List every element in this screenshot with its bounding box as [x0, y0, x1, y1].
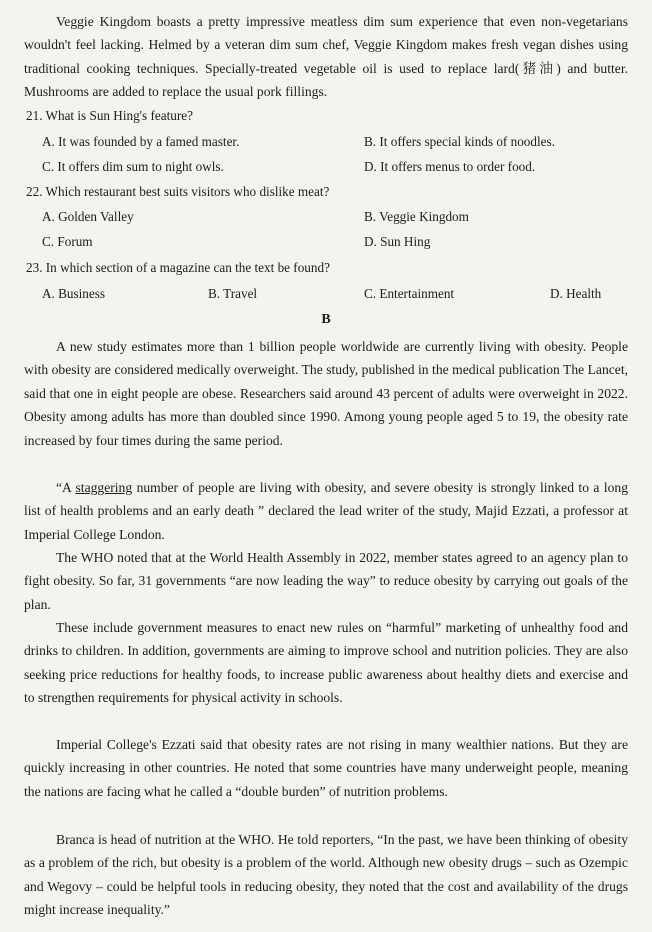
passage-b-paragraph-5: Imperial College's Ezzati said that obesity rates are not rising in many wealthier nations. But they are quickly increasing in other countries. He noted that some countries have many underweight people, meaning the nations are facing what he called a “double burden” of nutrition problems. — [24, 737, 628, 799]
question-23-option-c[interactable]: C. Entertainment — [364, 286, 455, 301]
passage-b-paragraph-2 — [24, 476, 628, 546]
passage-b-paragraph-4: These include government measures to enact new rules on “harmful” marketing of unhealthy food and drinks to children. In addition, governments are aiming to improve school and nutrition policies. They are also seeking price reductions for healthy foods, to increase public awareness about healthy diets and exercise and to strengthen requirements for physical activity in schools. — [24, 620, 628, 706]
quote-open: “A — [56, 480, 76, 495]
passage-b-paragraph-6: Branca is head of nutrition at the WHO. He told reporters, “In the past, we have been thinking of obesity as a problem of the rich, but obesity is a problem of the world. Although new obesity drugs – such as Ozempic and Wegovy – could be helpful tools in reducing obesity, they noted that the cost and availability of the drugs might increase inequality.” — [24, 832, 628, 918]
question-21-stem: 21. What is Sun Hing's feature? — [26, 108, 193, 123]
question-22-option-b[interactable]: B. Veggie Kingdom — [364, 209, 469, 224]
question-22-stem: 22. Which restaurant best suits visitors who dislike meat? — [26, 184, 330, 199]
question-22-option-c[interactable]: C. Forum — [42, 234, 93, 249]
question-23-option-b[interactable]: B. Travel — [208, 286, 258, 301]
question-23-option-a[interactable]: A. Business — [42, 286, 106, 301]
passage-b-paragraph-3: The WHO noted that at the World Health Assembly in 2022, member states agreed to an agency plan to fight obesity. So far, 31 governments “are now leading the way” to reduce obesity by carrying out goals of the plan. — [24, 550, 628, 612]
question-22-option-d[interactable]: D. Sun Hing — [364, 234, 431, 249]
passage-b-paragraph-1: A new study estimates more than 1 billion people worldwide are currently living with obesity. People with obesity are considered medically overweight. The study, published in the medical publication The Lancet, said that one in eight people are obese. Researchers said around 43 percent of adults were overweight in 2022. Obesity among adults has more than doubled since 1990. Among young people aged 5 to 19, the obesity rate increased by four times during the same period. — [24, 339, 628, 448]
question-21-option-b[interactable]: B. It offers special kinds of noodles. — [364, 134, 555, 149]
section-b-heading: B — [321, 312, 331, 327]
question-23-option-d[interactable]: D. Health — [550, 286, 602, 301]
passage-a-final-paragraph: Veggie Kingdom boasts a pretty impressive meatless dim sum experience that even non-vegetarians wouldn't feel lacking. Helmed by a veteran dim sum chef, Veggie Kingdom makes fresh vegan dishes using traditional cooking techniques. Specially-treated vegetable oil is used to replace lard(猪油) and butter. Mushrooms are added to replace the usual pork fillings. — [24, 14, 628, 100]
question-21-option-a[interactable]: A. It was founded by a famed master. — [42, 134, 240, 149]
quote-rest: number of people are living with obesity, and severe obesity is strongly linked to a long list of health problems and an early death ” declared the lead writer of the study, Majid Ezzati, a professor at Imperial College London. — [24, 480, 628, 542]
question-21-option-c[interactable]: C. It offers dim sum to night owls. — [42, 159, 224, 174]
question-23-stem: 23. In which section of a magazine can the text be found? — [26, 260, 330, 275]
question-21-option-d[interactable]: D. It offers menus to order food. — [364, 159, 536, 174]
question-22-option-a[interactable]: A. Golden Valley — [42, 209, 134, 224]
underlined-word: staggering — [75, 480, 133, 495]
